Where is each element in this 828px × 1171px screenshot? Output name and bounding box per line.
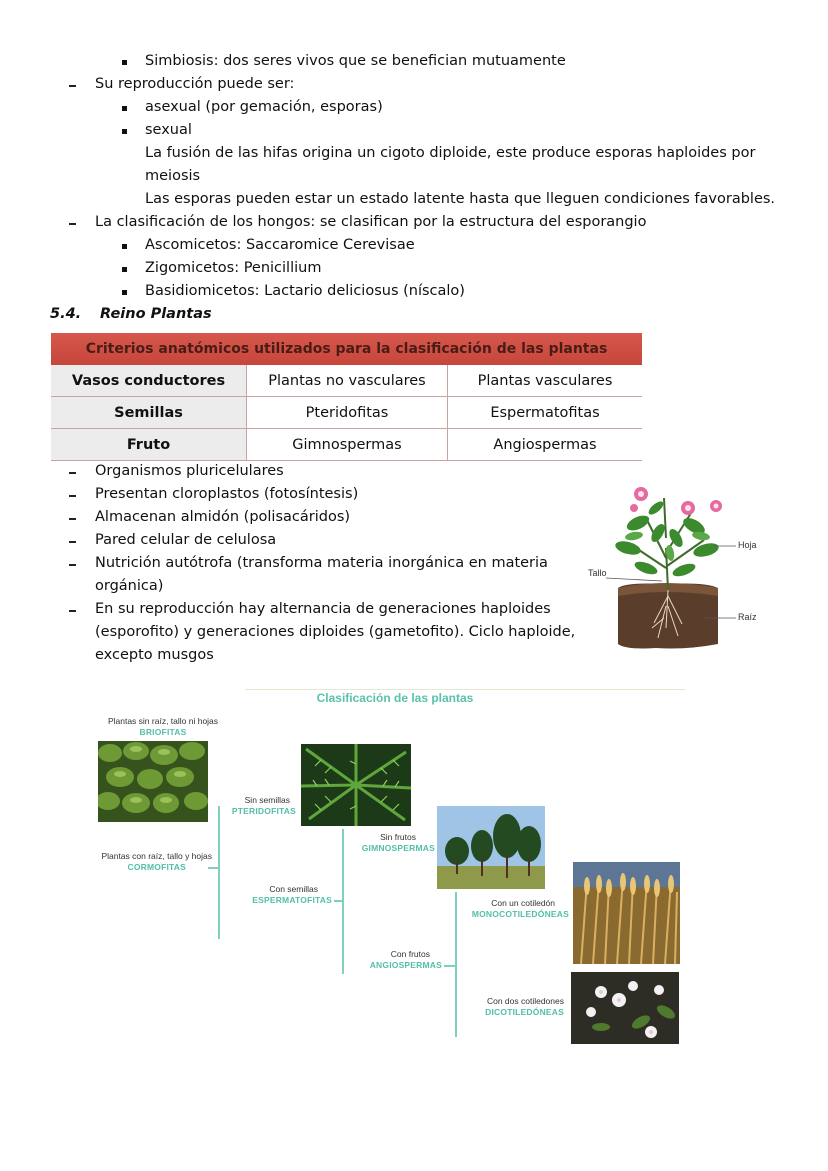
table-row xyxy=(51,397,642,429)
feature-item-cont: excepto musgos xyxy=(95,647,214,663)
bullet-square xyxy=(122,129,127,134)
feature-item-cont: (esporofito) y generaciones diploides (gametofito). Ciclo haploide, xyxy=(95,624,576,640)
table-cell: Plantas vasculares xyxy=(448,365,642,397)
bullet-dash xyxy=(69,85,76,87)
plant-illustration xyxy=(586,478,756,654)
dicot-label: DICOTILEDÓNEAS xyxy=(485,1007,564,1017)
figure-title: Clasificación de las plantas xyxy=(316,691,474,705)
bullet-square xyxy=(122,106,127,111)
note-asexual: asexual (por gemación, esporas) xyxy=(145,99,383,115)
feature-item: Almacenan almidón (polisacáridos) xyxy=(95,509,351,525)
note-basidiomicetos: Basidiomicetos: Lactario deliciosus (níscalo) xyxy=(145,283,465,299)
table-cell: Gimnospermas xyxy=(247,429,448,461)
table-cell: Semillas xyxy=(51,397,247,429)
bullet-square xyxy=(122,244,127,249)
angiospermas-desc: Con frutos xyxy=(390,949,430,959)
wheat-photo xyxy=(573,862,680,964)
table-cell: Angiospermas xyxy=(448,429,642,461)
note-latent: Las esporas pueden estar un estado latente hasta que lleguen condiciones favorables. xyxy=(145,191,776,207)
bullet-square xyxy=(122,60,127,65)
bullet-dash xyxy=(69,495,76,497)
criteria-table-header: Criterios anatómicos utilizados para la clasificación de las plantas xyxy=(51,333,642,365)
feature-item: En su reproducción hay alternancia de generaciones haploides xyxy=(95,601,551,617)
espermatofitas-label: ESPERMATOFITAS xyxy=(252,895,332,905)
connector xyxy=(218,806,220,939)
plant-drawing xyxy=(586,478,756,654)
connector xyxy=(334,900,344,902)
bullet-dash xyxy=(69,564,76,566)
table-cell: Espermatofitas xyxy=(448,397,642,429)
note-sexual-desc-2: meiosis xyxy=(145,168,201,184)
note-sexual: sexual xyxy=(145,122,192,138)
note-classification: La clasificación de los hongos: se clasifican por la estructura del esporangio xyxy=(95,214,647,230)
espermatofitas-desc: Con semillas xyxy=(269,884,318,894)
dicot-desc: Con dos cotiledones xyxy=(486,996,564,1006)
blossom-photo xyxy=(571,972,679,1044)
table-cell: Fruto xyxy=(51,429,247,461)
table-row xyxy=(51,429,642,461)
bullet-dash xyxy=(69,610,76,612)
note-reproduction: Su reproducción puede ser: xyxy=(95,76,295,92)
briofitas-desc: Plantas sin raíz, tallo ni hojas xyxy=(107,716,219,726)
cormofitas-label: CORMOFITAS xyxy=(127,862,186,872)
monocot-desc: Con un cotiledón xyxy=(491,898,555,908)
pine-forest-photo xyxy=(437,806,545,889)
cormofitas-desc: Plantas con raíz, tallo y hojas xyxy=(101,851,212,861)
bullet-dash xyxy=(69,518,76,520)
table-row xyxy=(51,365,642,397)
classification-figure xyxy=(90,686,687,1051)
feature-item: Organismos pluricelulares xyxy=(95,463,284,479)
label-hoja: Hoja xyxy=(738,540,757,550)
connector xyxy=(444,965,456,967)
label-raiz: Raíz xyxy=(738,612,757,622)
table-cell: Plantas no vasculares xyxy=(247,365,448,397)
note-sexual-desc-1: La fusión de las hifas origina un cigoto diploide, este produce esporas haploides por xyxy=(145,145,756,161)
pteridofitas-label: PTERIDOFITAS xyxy=(231,806,296,816)
section-title: Reino Plantas xyxy=(100,306,212,322)
monocot-label: MONOCOTILEDÓNEAS xyxy=(471,909,569,919)
bullet-dash xyxy=(69,472,76,474)
fern-photo xyxy=(301,744,411,826)
note-zigomicetos: Zigomicetos: Penicillium xyxy=(145,260,322,276)
gimnospermas-label: GIMNOSPERMAS xyxy=(361,843,435,853)
angiospermas-label: ANGIOSPERMAS xyxy=(369,960,442,970)
note-symbiosis: Simbiosis: dos seres vivos que se benefician mutuamente xyxy=(145,53,566,69)
bullet-square xyxy=(122,267,127,272)
gimnospermas-desc: Sin frutos xyxy=(380,832,416,842)
label-tallo: Tallo xyxy=(588,568,607,578)
criteria-table xyxy=(51,333,642,461)
figure-top-rule xyxy=(245,689,685,690)
feature-item: Presentan cloroplastos (fotosíntesis) xyxy=(95,486,359,502)
bullet-dash xyxy=(69,541,76,543)
feature-item: Nutrición autótrofa (transforma materia inorgánica en materia xyxy=(95,555,548,571)
note-ascomicetos: Ascomicetos: Saccaromice Cerevisae xyxy=(145,237,415,253)
section-number: 5.4. xyxy=(50,306,82,322)
feature-item: Pared celular de celulosa xyxy=(95,532,277,548)
pteridofitas-desc: Sin semillas xyxy=(244,795,290,805)
briofitas-label: BRIOFITAS xyxy=(139,727,187,737)
bullet-dash xyxy=(69,223,76,225)
bullet-square xyxy=(122,290,127,295)
feature-item-cont: orgánica) xyxy=(95,578,164,594)
table-cell: Vasos conductores xyxy=(51,365,247,397)
moss-photo xyxy=(98,741,208,822)
table-cell: Pteridofitas xyxy=(247,397,448,429)
